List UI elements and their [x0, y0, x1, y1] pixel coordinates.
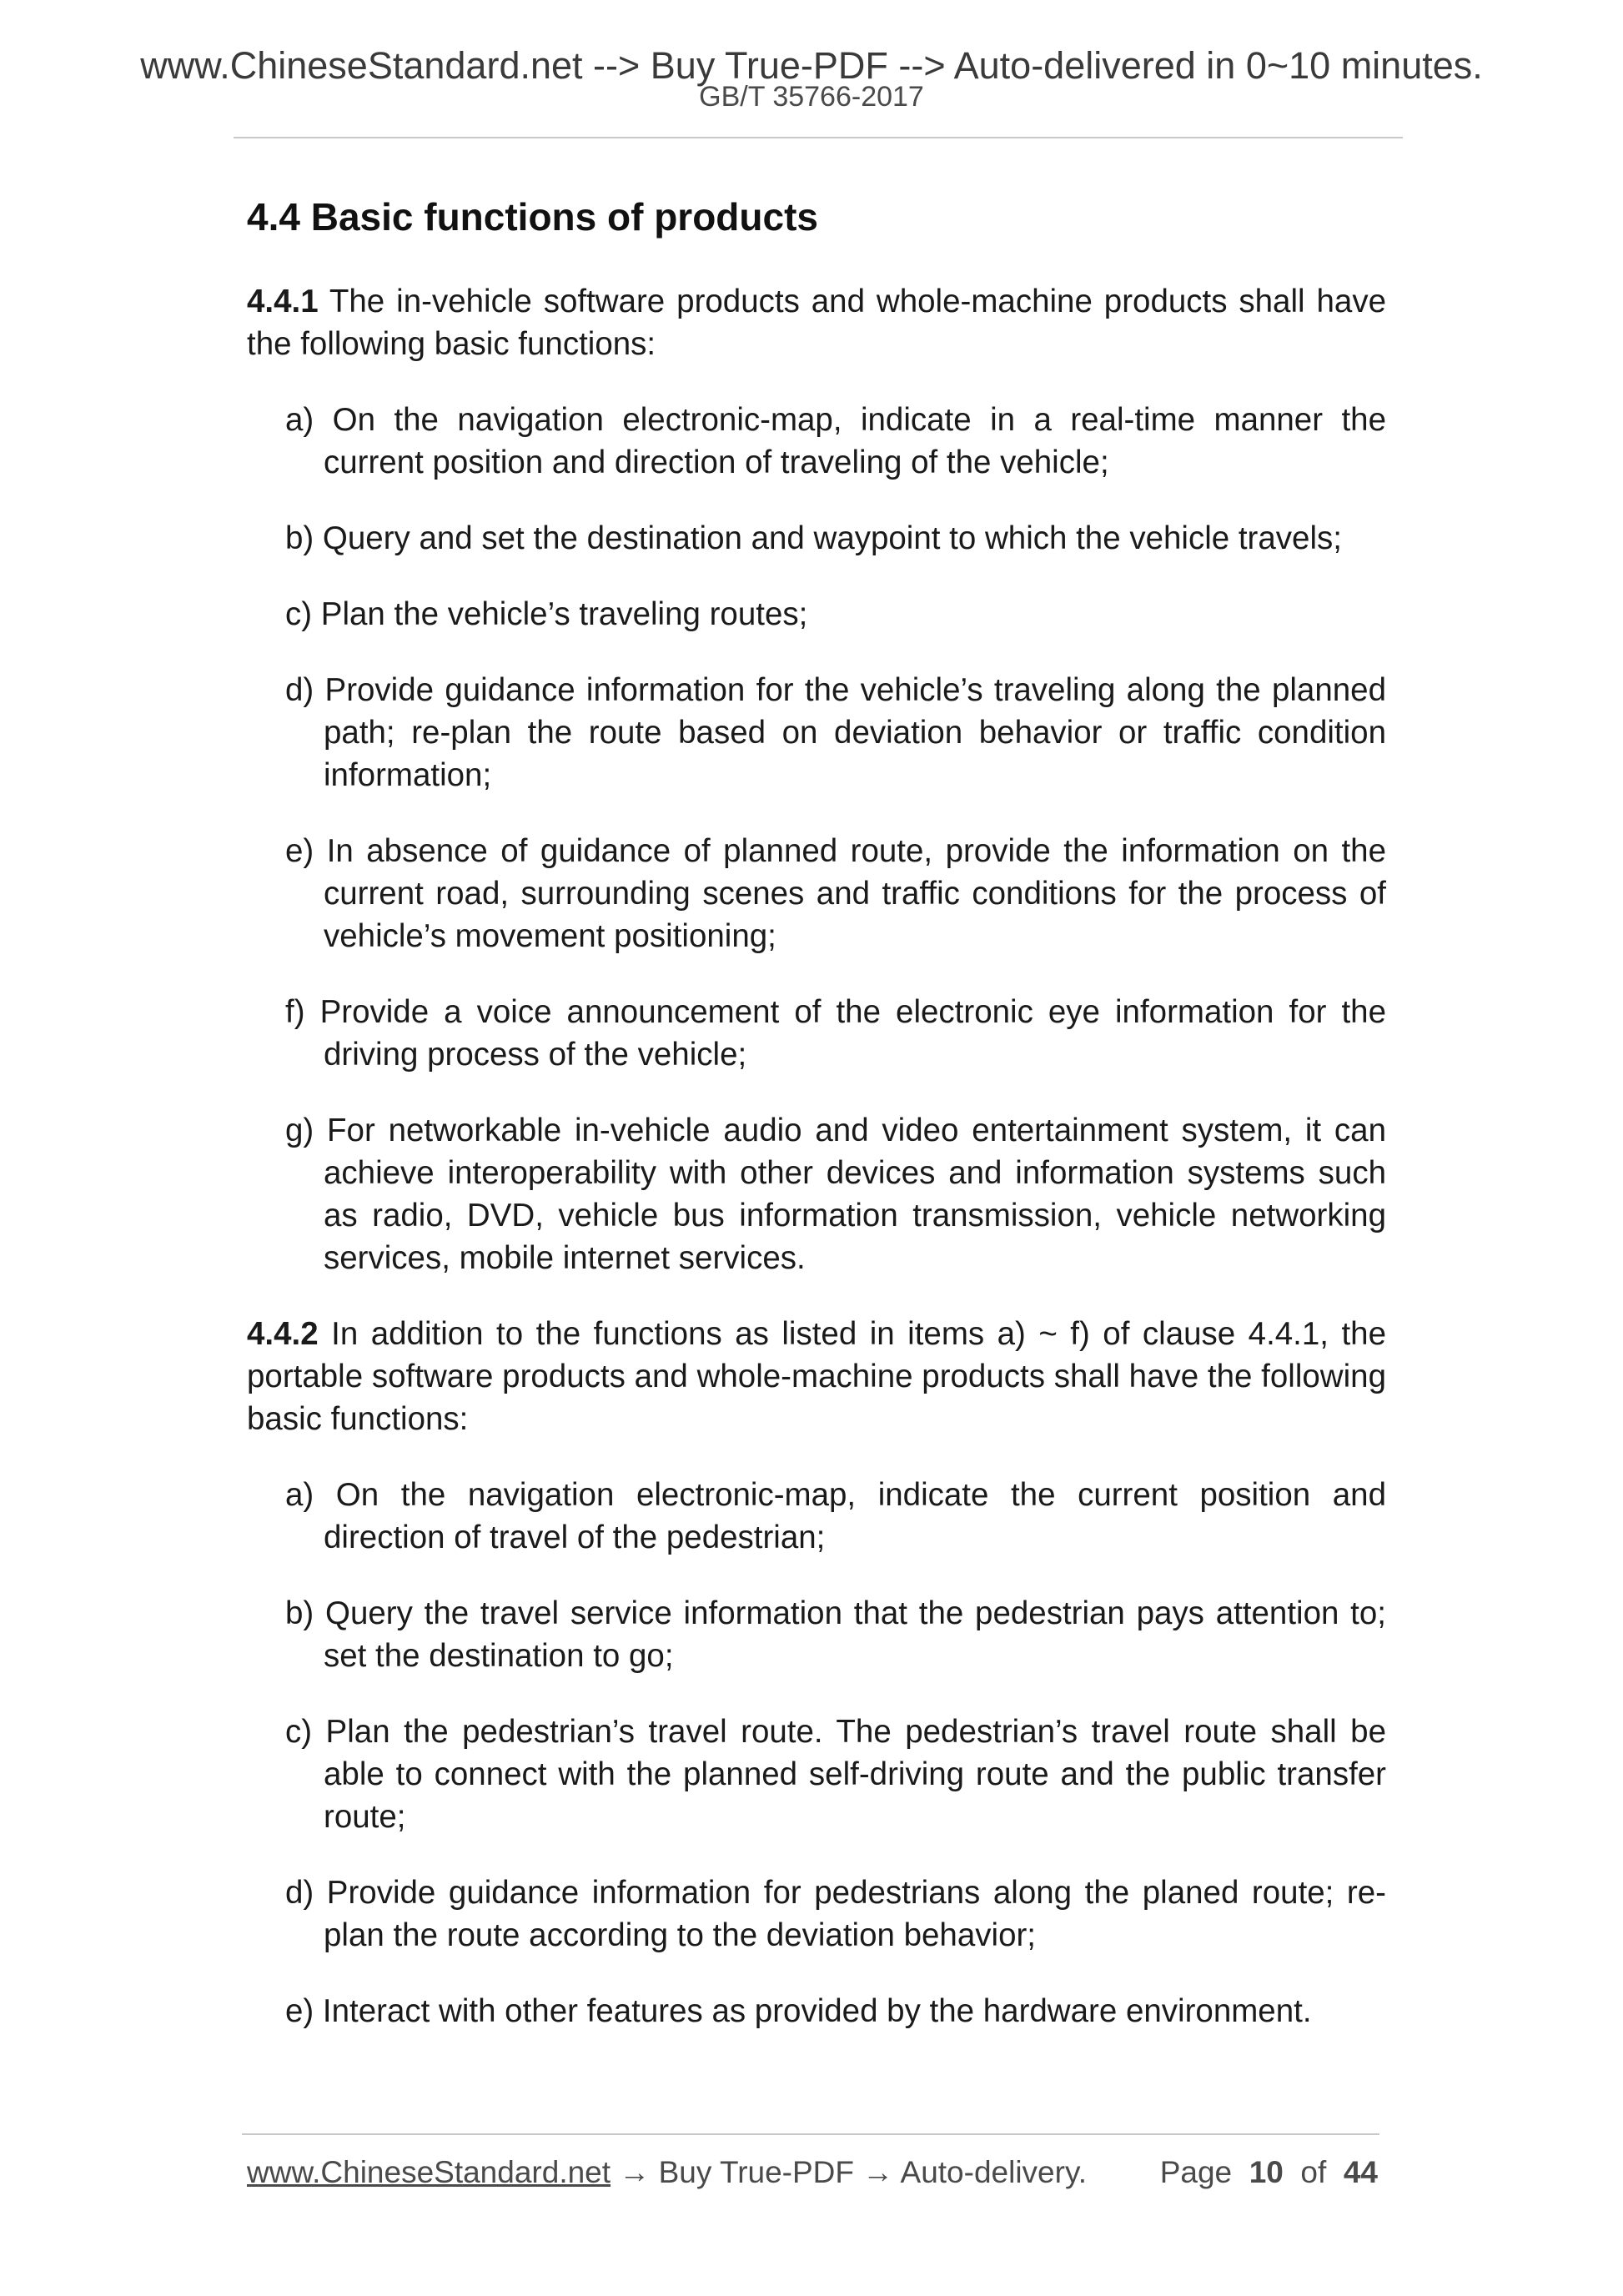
list-item: b) Query the travel service information that the pedestrian pays attention to; set the destination to go; — [285, 1595, 1386, 1674]
list-item: c) Plan the pedestrian’s travel route. The pedestrian’s travel route shall be able to connect with the planned self-driving route and the public transfer route; — [285, 1714, 1386, 1835]
clause-number: 4.4.1 — [247, 284, 319, 319]
list-item: b) Query and set the destination and waypoint to which the vehicle travels; — [285, 520, 1342, 556]
clause-number: 4.4.2 — [247, 1316, 319, 1352]
page-total: 44 — [1343, 2155, 1378, 2189]
list-item: d) Provide guidance information for pedestrians along the planed route; re-plan the route according to the deviation behavior; — [285, 1875, 1386, 1953]
top-banner: www.ChineseStandard.net --> Buy True-PDF --> Auto-delivered in 0~10 minutes. — [140, 44, 1483, 87]
page-current: 10 — [1249, 2155, 1284, 2189]
list-item: c) Plan the vehicle’s traveling routes; — [285, 596, 808, 632]
list-item: f) Provide a voice announcement of the electronic eye information for the driving process of the vehicle; — [285, 994, 1386, 1073]
section-title: 4.4 Basic functions of products — [247, 195, 818, 239]
page-content — [247, 192, 1386, 2066]
list-item: d) Provide guidance information for the vehicle’s traveling along the planned path; re-plan the route based on deviation behavior or traffic condition information; — [285, 672, 1386, 793]
list-item: e) In absence of guidance of planned route, provide the information on the current road, surrounding scenes and traffic conditions for the process of vehicle’s movement positioning; — [285, 833, 1386, 954]
clause-4-4-2-items — [247, 1474, 1386, 2032]
footer-delivery-text: → Buy True-PDF → Auto-delivery. — [611, 2155, 1087, 2189]
clause-4-4-1-items — [247, 399, 1386, 1279]
clause-4-4-1 — [247, 280, 1386, 365]
list-item: e) Interact with other features as provided by the hardware environment. — [285, 1993, 1312, 2029]
standard-code: GB/T 35766-2017 — [699, 81, 924, 113]
list-item: g) For networkable in-vehicle audio and video entertainment system, it can achieve interoperability with other devices and information systems such as radio, DVD, vehicle bus information transmission, vehicle networking services, mobile internet services. — [285, 1113, 1386, 1276]
footer-links — [247, 2153, 1087, 2192]
page-of-label: of — [1300, 2155, 1327, 2189]
header-divider — [234, 137, 1403, 138]
page-label: Page — [1159, 2155, 1233, 2189]
list-item: a) On the navigation electronic-map, indicate in a real-time manner the current position and direction of traveling of the vehicle; — [285, 402, 1386, 480]
footer-site-link[interactable]: www.ChineseStandard.net — [247, 2155, 611, 2189]
clause-4-4-2 — [247, 1313, 1386, 1440]
page-counter — [1160, 2153, 1378, 2192]
footer-divider — [242, 2133, 1379, 2135]
clause-text: In addition to the functions as listed in items a) ~ f) of clause 4.4.1, the portable software products and whole-machine products shall have the following basic functions: — [247, 1316, 1386, 1437]
clause-text: The in-vehicle software products and whole-machine products shall have the following basic functions: — [247, 284, 1386, 362]
list-item: a) On the navigation electronic-map, indicate the current position and direction of travel of the pedestrian; — [285, 1477, 1386, 1555]
